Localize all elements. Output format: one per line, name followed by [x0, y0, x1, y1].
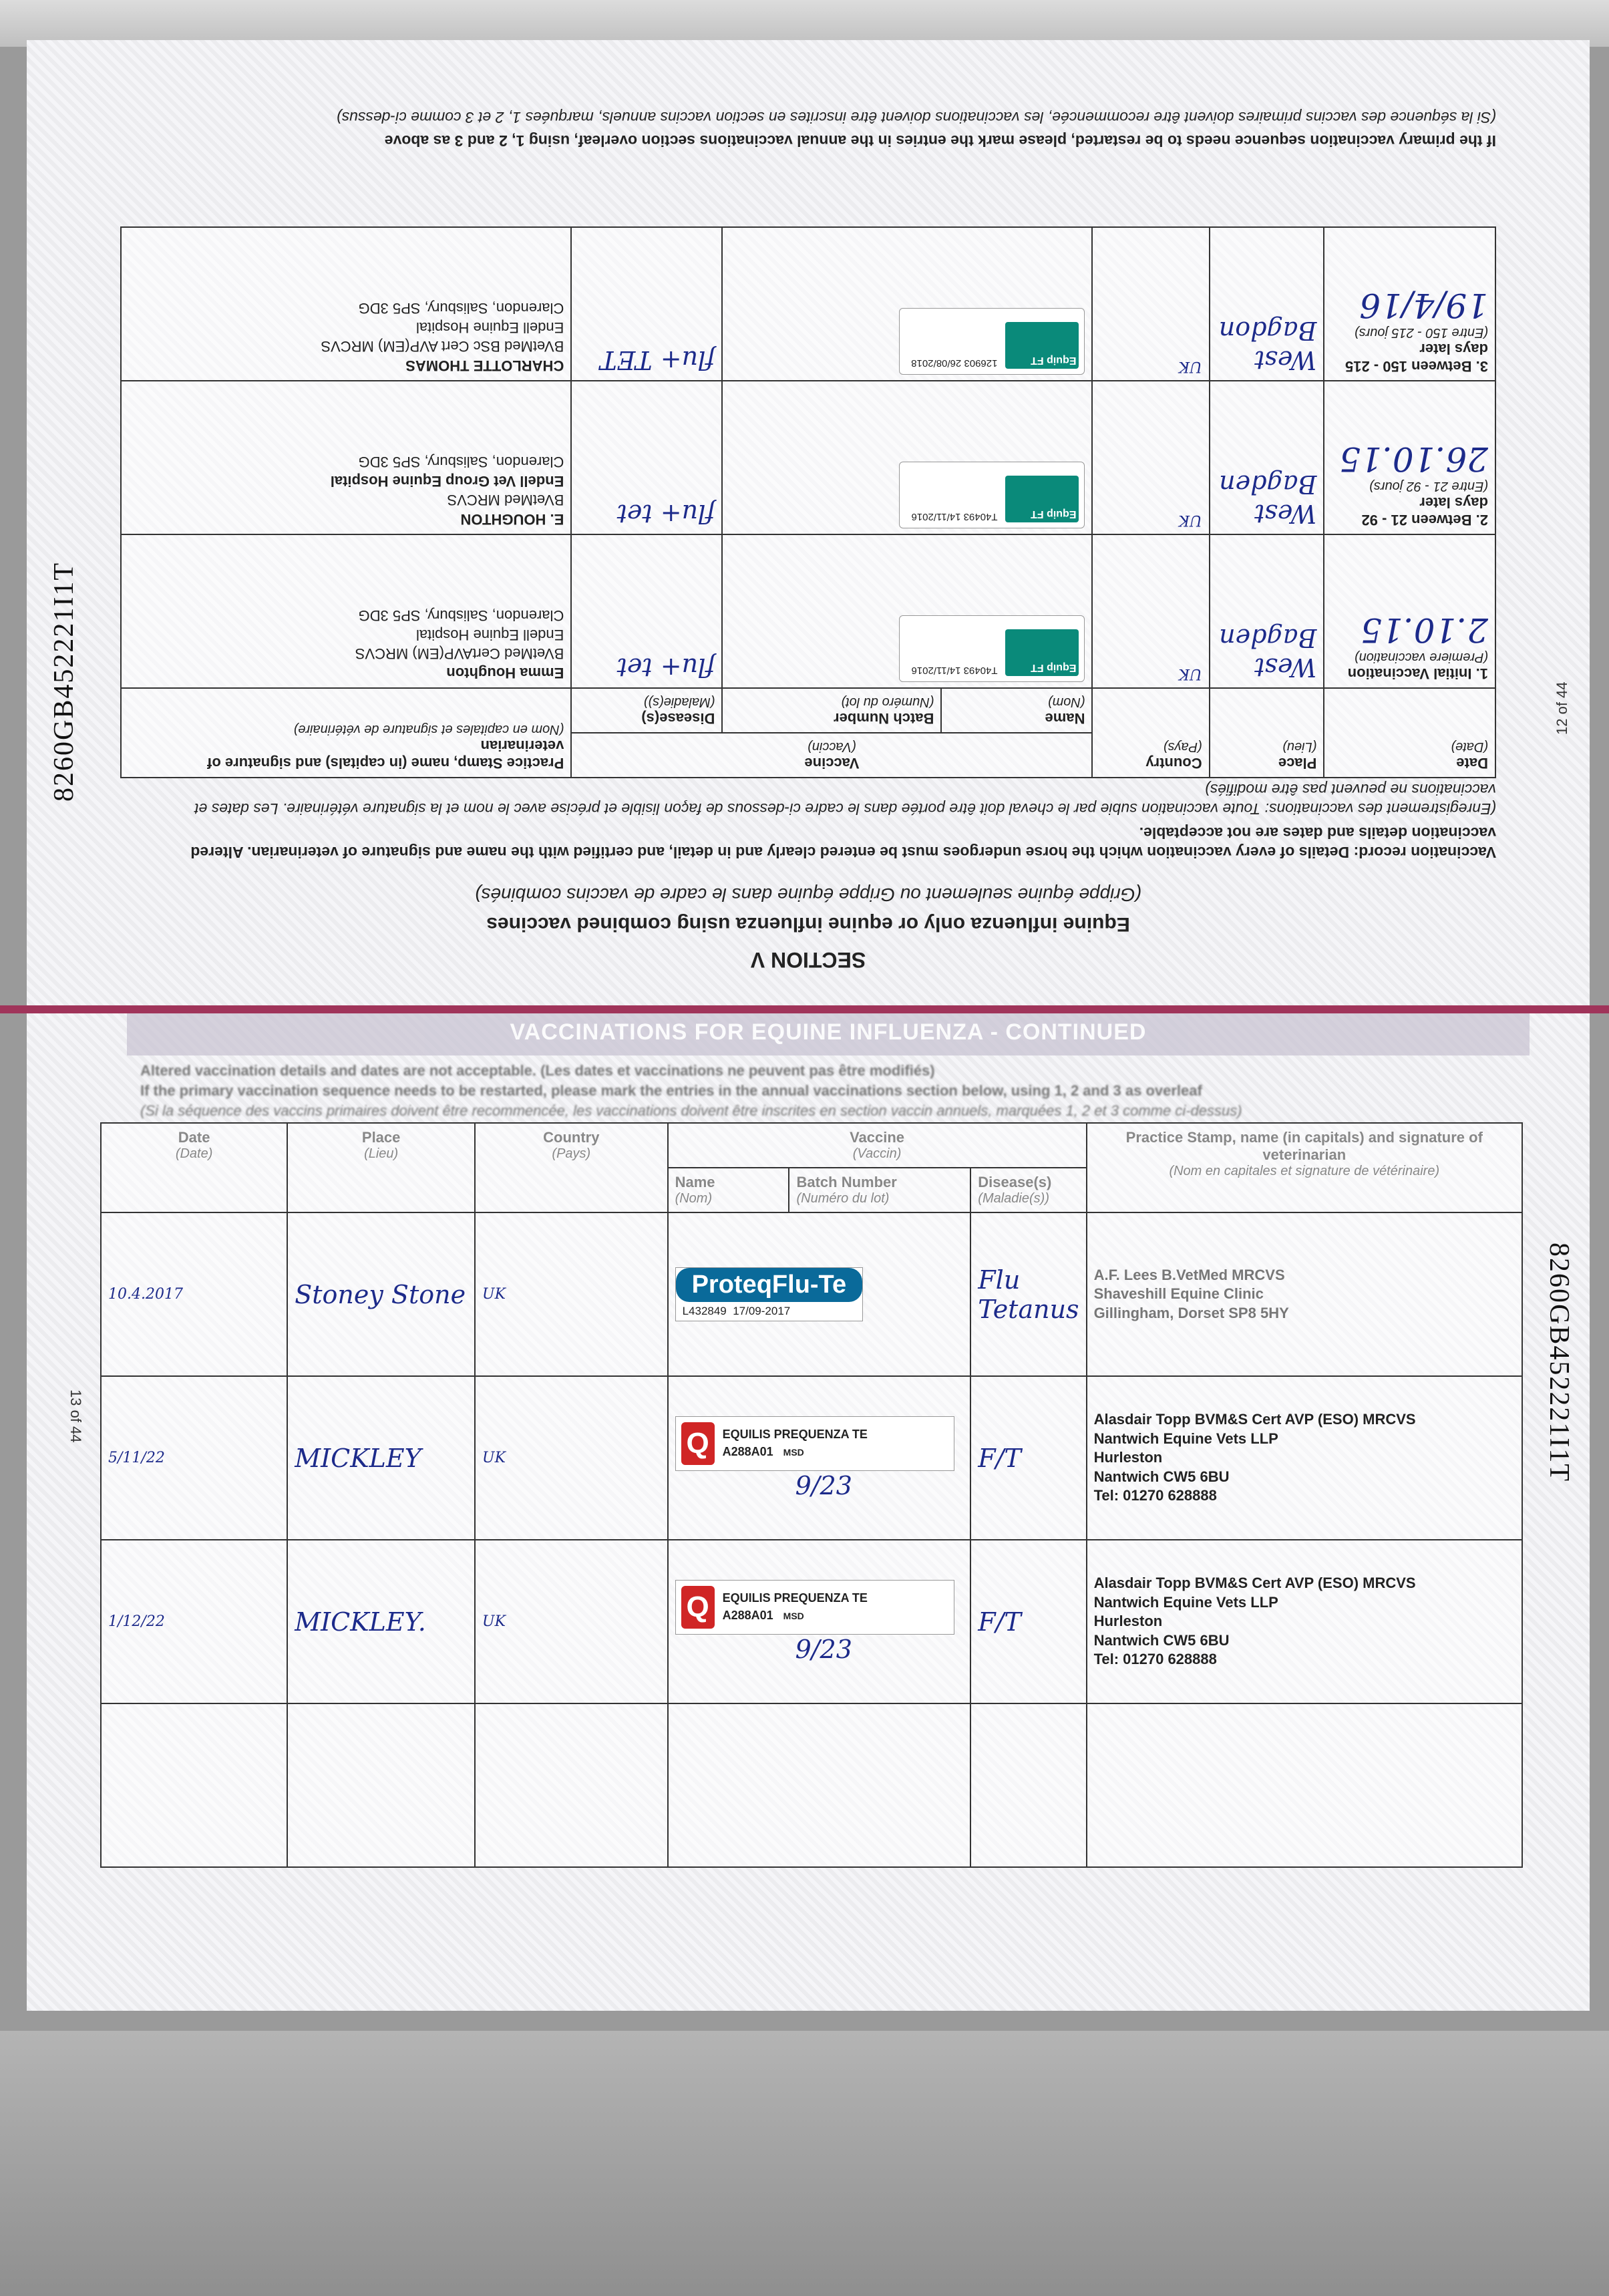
row-date-cell: 1. Initial Vaccination (Premiere vaccination) 2.10.15	[1324, 534, 1495, 688]
section-heading-fr: (Grippe équine seulement ou Grippe équine dans le cadre de vaccins combinés)	[475, 884, 1141, 905]
vaccination-date: 26.10.15	[1339, 440, 1488, 478]
header-batch-number: Batch Number (Numéro du lot)	[722, 688, 941, 733]
vaccination-diseases: F/T	[970, 1376, 1086, 1540]
equilis-sticker: Q EQUILIS PREQUENZA TE A288A01 MSD	[675, 1416, 954, 1471]
header-vaccine: Vaccine (Vaccin)	[571, 733, 1092, 778]
initial-vaccination-table	[120, 226, 1496, 778]
vaccination-diseases: flu+ tet	[571, 381, 722, 534]
vaccination-place: Stoney Stone	[287, 1212, 475, 1376]
vaccination-record-note-fr: (Enregistrement des vaccinations: Toute vaccination subie par le cheval doit être portée dans le cadre ci-dessous de façon lisible et précise avec le nom et la signature vétérinaire. Les dates et vaccinations ne peuvent pas être modifiés)	[194, 781, 1496, 818]
vaccination-place: MICKLEY.	[287, 1540, 475, 1703]
proteq-sticker: ProteqFlu-Te L432849 17/09-2017	[675, 1267, 864, 1321]
vaccine-sticker: Equip FT T40493 14/11/2016	[899, 462, 1085, 528]
altered-details-note: Altered vaccination details and dates are not acceptable. (Les dates et vaccinations ne peuvent pas être modifiés)	[140, 1062, 935, 1079]
vaccination-date: 19/4/16	[1359, 286, 1488, 325]
vaccination-date: 1/12/22	[101, 1540, 287, 1703]
restart-note-fr: (Si la séquence des vaccins primaires doivent être recommencée, les vaccinations doivent être inscrites en section vaccin annuels, marquées 1, 2 et 3 comme ci-dessus)	[140, 1102, 1242, 1119]
batch-expiry: 9/23	[795, 1470, 852, 1500]
row-date-cell: 2. Between 21 - 92 days later (Entre 21 - 92 jours) 26.10.15	[1324, 381, 1495, 534]
vaccine-sticker-cell	[722, 381, 1092, 534]
header-vaccine-name: Name (Nom)	[941, 688, 1092, 733]
vet-stamp: E. HOUGHTON BVetMed MRCVS Endell Vet Group Equine Hospital Clarendon, Salisbury, SP5 3DG	[121, 381, 571, 534]
header-date: Date (Date)	[101, 1123, 287, 1212]
annual-vaccination-table	[100, 1122, 1523, 1868]
vaccination-country: UK	[475, 1376, 668, 1540]
restart-note: If the primary vaccination sequence needs to be restarted, please mark the entries in the annual vaccinations section overleaf, using 1, 2 and 3 as above	[384, 132, 1496, 150]
continued-banner: VACCINATIONS FOR EQUINE INFLUENZA - CONTINUED	[127, 1009, 1530, 1055]
section-heading: Equine influenza only or equine influenza using combined vaccines	[486, 913, 1130, 935]
vaccination-country: UK	[1092, 381, 1209, 534]
header-stamp: Practice Stamp, name (in capitals) and signature of veterinarian (Nom en capitales et signature de vétérinaire)	[1087, 1123, 1522, 1212]
page-serial: 8260GB452221I1T	[49, 562, 79, 802]
vaccination-place: West Bagden	[1210, 534, 1324, 688]
vaccination-date: 5/11/22	[101, 1376, 287, 1540]
q-logo-icon: Q	[681, 1422, 715, 1465]
vaccine-sticker-cell	[668, 1376, 971, 1540]
header-country: Country (Pays)	[1092, 688, 1209, 778]
row-date-cell: 3. Between 150 - 215 days later (Entre 150 - 215 jours) 19/4/16	[1324, 227, 1495, 381]
vaccination-country: UK	[1092, 534, 1209, 688]
restart-note: If the primary vaccination sequence needs to be restarted, please mark the entries in the annual vaccinations section below, using 1, 2 and 3 as overleaf	[140, 1082, 1202, 1099]
page-serial: 8260GB452221I1T	[1544, 1243, 1574, 1482]
table-row	[101, 1212, 1522, 1376]
page-12-rotated-content	[27, 40, 1590, 1002]
header-place: Place (Lieu)	[1210, 688, 1324, 778]
vaccination-diseases: flu+ tet	[571, 534, 722, 688]
vaccination-place: West Bagden	[1210, 381, 1324, 534]
q-logo-icon: Q	[681, 1586, 715, 1629]
vaccination-country: UK	[1092, 227, 1209, 381]
table-row	[121, 227, 1495, 381]
header-place: Place (Lieu)	[287, 1123, 475, 1212]
vaccine-sticker-cell	[668, 1212, 971, 1376]
header-diseases: Disease(s) (Maladie(s))	[571, 688, 722, 733]
passport-page-13	[27, 989, 1590, 2011]
table-row	[121, 381, 1495, 534]
header-batch-number: Batch Number (Numéro du lot)	[789, 1168, 970, 1212]
equilis-sticker: Q EQUILIS PREQUENZA TE A288A01 MSD	[675, 1580, 954, 1635]
header-vaccine-name: Name (Nom)	[668, 1168, 789, 1212]
section-title: SECTION V	[750, 948, 866, 972]
vaccination-place: MICKLEY	[287, 1376, 475, 1540]
vaccination-place: West Bagdon	[1210, 227, 1324, 381]
header-vaccine: Vaccine (Vaccin)	[668, 1123, 1087, 1168]
vet-stamp: Alasdair Topp BVM&S Cert AVP (ESO) MRCVS Nantwich Equine Vets LLP Hurleston Nantwich CW5 6BU Tel: 01270 628888	[1087, 1376, 1522, 1540]
table-header-row	[121, 733, 1495, 778]
vaccination-record-note: Vaccination record: Details of every vaccination which the horse undergoes must be entered clearly and in detail, and certified with the name and signature of veterinarian. Altered vaccination details and dates are not acceptable.	[190, 824, 1496, 861]
vaccine-sticker: Equip FT T40493 14/11/2016	[899, 615, 1085, 682]
vaccine-sticker-cell	[668, 1540, 971, 1703]
header-diseases: Disease(s) (Maladie(s))	[970, 1168, 1086, 1212]
vaccine-sticker: Equip FT 126903 26/08/2018	[899, 308, 1085, 375]
header-date: Date (Date)	[1324, 688, 1495, 778]
vaccine-sticker-cell	[722, 534, 1092, 688]
table-row	[101, 1376, 1522, 1540]
batch-expiry: 9/23	[795, 1634, 852, 1664]
page-number: 12 of 44	[1554, 681, 1570, 735]
vet-stamp: Emma Houghton BVetMed CertAVP(EM) MRCVS Endell Equine Hospital Clarendon, Salisbury, SP5 3DG	[121, 534, 571, 688]
cover-edge	[0, 1005, 1609, 1013]
vaccination-diseases: flu+ TET	[571, 227, 722, 381]
passport-page-12	[27, 40, 1590, 1002]
table-row	[101, 1540, 1522, 1703]
vaccination-diseases: F/T	[970, 1540, 1086, 1703]
vet-stamp: CHARLOTTE THOMAS BVetMed BSc Cert AVP(EM) MRCVS Endell Equine Hospital Clarendon, Salisbury, SP5 3DG	[121, 227, 571, 381]
restart-note-fr: (Si la séquence des vaccins primaires doivent être recommencée, les vaccinations doivent être inscrites en section vaccins annuels, marquées 1, 2 et 3 comme ci-dessus)	[336, 109, 1496, 126]
table-row	[121, 534, 1495, 688]
vaccination-date: 10.4.2017	[101, 1212, 287, 1376]
vaccination-diseases: Flu Tetanus	[970, 1212, 1086, 1376]
page-number: 13 of 44	[67, 1389, 84, 1443]
vet-stamp: A.F. Lees B.VetMed MRCVS Shaveshill Equine Clinic Gillingham, Dorset SP8 5HY	[1087, 1212, 1522, 1376]
vaccination-country: UK	[475, 1212, 668, 1376]
vaccination-date: 2.10.15	[1361, 611, 1488, 649]
header-country: Country (Pays)	[475, 1123, 668, 1212]
header-stamp: Practice Stamp, name (in capitals) and signature of veterinarian (Nom en capitales et signature de vétérinaire)	[121, 688, 571, 778]
vaccine-sticker-cell	[722, 227, 1092, 381]
table-row-empty	[101, 1703, 1522, 1867]
scanner-edge-bottom	[0, 2031, 1609, 2296]
vaccination-country: UK	[475, 1540, 668, 1703]
vet-stamp: Alasdair Topp BVM&S Cert AVP (ESO) MRCVS Nantwich Equine Vets LLP Hurleston Nantwich CW5 6BU Tel: 01270 628888	[1087, 1540, 1522, 1703]
